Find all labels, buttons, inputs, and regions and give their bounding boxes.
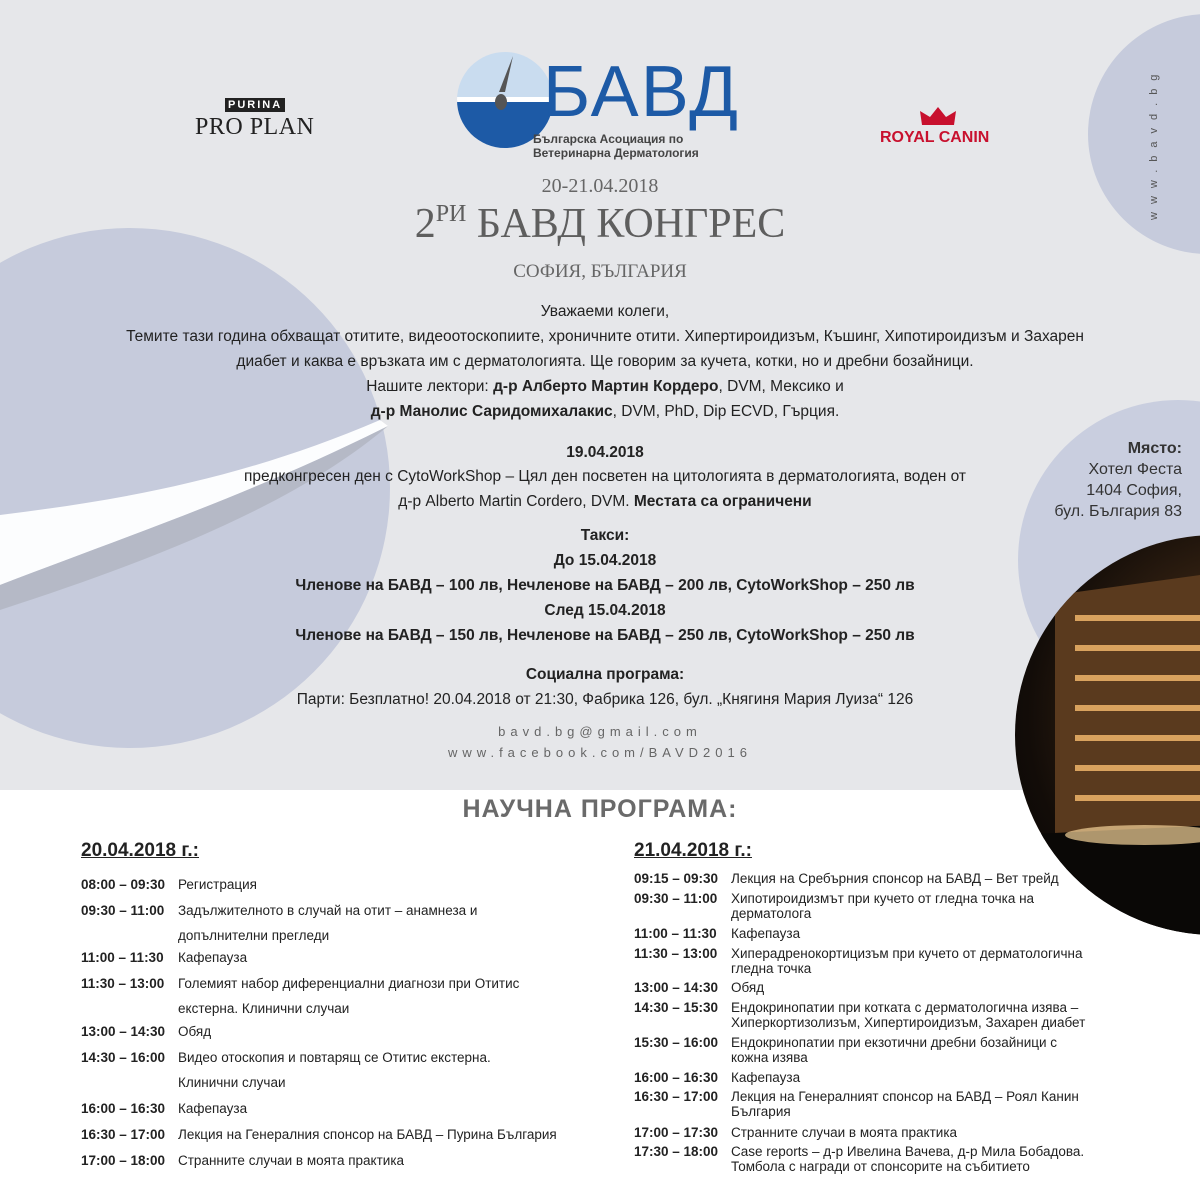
venue-label: Място:: [1127, 440, 1182, 457]
schedule-description: Ендокринопатии при котката с дерматологична изява – Хиперкортизолизъм, Хипертироидизъм, Захарен диабет: [731, 1000, 1086, 1030]
schedule-row: [634, 946, 1082, 976]
fees-period-1: До 15.04.2018: [553, 552, 657, 569]
schedule-time: 16:00 – 16:30: [81, 1101, 166, 1116]
crown-icon: [918, 105, 958, 127]
lecturers-line-2: д-р Манолис Саридомихалакис, DVM, PhD, Dip ECVD, Гърция.: [370, 403, 840, 420]
schedule-row: [81, 1101, 247, 1116]
bavd-subtitle: Българска Асоциация по Ветеринарна Дерматология: [533, 132, 699, 160]
schedule-row: [634, 1070, 800, 1085]
schedule-row: [81, 1050, 491, 1090]
schedule-description: Лекция на Сребърния спонсор на БАВД – Вет трейд: [731, 871, 1059, 886]
venue-hotel: Хотел Феста: [1088, 461, 1182, 478]
schedule-time: 14:30 – 15:30: [634, 1000, 719, 1015]
schedule-description: Задължителното в случай на отит – анамнеза и допълнителни прегледи: [178, 903, 478, 943]
schedule-row: [634, 1089, 1079, 1119]
social-text: Парти: Безплатно! 20.04.2018 от 21:30, Фабрика 126, бул. „Княгиня Мария Луиза“ 126: [296, 691, 914, 708]
intro-greeting: Уважаеми колеги,: [540, 303, 670, 320]
schedule-row: [81, 903, 477, 943]
schedule-time: 17:00 – 17:30: [634, 1125, 719, 1140]
contact-facebook[interactable]: www.facebook.com/BAVD2016: [448, 745, 752, 760]
bavd-wordmark: БАВД: [543, 52, 740, 132]
fees-period-2: След 15.04.2018: [544, 602, 666, 619]
schedule-description: Case reports – д-р Ивелина Вачева, д-р Мила Бобадова. Томбола с награди от спонсорите на събитието: [731, 1144, 1085, 1174]
royal-canin-logo: [880, 105, 1000, 150]
purina-label: PURINA: [225, 98, 285, 112]
schedule-row: [81, 950, 247, 965]
vertical-website-text: www.bavd.bg: [1148, 66, 1160, 220]
schedule-row: [634, 1035, 1057, 1065]
schedule-row: [634, 891, 1034, 921]
schedule-description: Регистрация: [178, 877, 257, 892]
program-title: НАУЧНА ПРОГРАМА:: [462, 795, 738, 823]
schedule-row: [634, 871, 1059, 886]
schedule-time: 11:00 – 11:30: [81, 950, 164, 965]
fees-prices-1: Членове на БАВД – 100 лв, Нечленове на БАВД – 200 лв, CytoWorkShop – 250 лв: [295, 577, 915, 594]
schedule-description: Кафепауза: [178, 1101, 248, 1116]
schedule-time: 13:00 – 14:30: [81, 1024, 166, 1039]
royal-canin-label: ROYAL CANIN: [880, 129, 990, 146]
intro-topics-line-1: Темите тази година обхващат отитите, видеоотоскопиите, хроничните отити. Хипертироидизъм, Къшинг, Хипотироидизъм и Захарен: [126, 328, 1084, 345]
schedule-row: [81, 1127, 557, 1142]
intro-topics-line-2: диабет и каква е връзката им с дерматологията. Ще говорим за кучета, котки, но и дребни бозайници.: [236, 353, 974, 370]
schedule-time: 08:00 – 09:30: [81, 877, 166, 892]
schedule-description: Хиперадренокортицизъм при кучето от дерматологична гледна точка: [731, 946, 1083, 976]
schedule-row: [81, 976, 519, 1016]
venue-street: бул. България 83: [1054, 503, 1182, 520]
social-heading: Социална програма:: [525, 666, 685, 683]
event-title: $2^{РИ}$ БАВД КОНГРЕС: [414, 201, 786, 247]
venue-city: 1404 София,: [1086, 482, 1182, 499]
schedule-row: [634, 980, 764, 995]
schedule-row: [81, 1153, 404, 1168]
schedule-description: Лекция на Генералният спонсор на БАВД – Роял Канин България: [731, 1089, 1079, 1119]
schedule-description: Големият набор диференциални диагнози при Отитис екстерна. Клинични случаи: [178, 976, 520, 1016]
schedule-time: 14:30 – 16:00: [81, 1050, 166, 1065]
schedule-time: 16:30 – 17:00: [81, 1127, 166, 1142]
bavd-logo: [455, 50, 755, 160]
schedule-description: Лекция на Генералния спонсор на БАВД – Пурина България: [178, 1127, 557, 1142]
schedule-description: Ендокринопатии при екзотични дребни бозайници с кожна изява: [731, 1035, 1058, 1065]
schedule-description: Странните случаи в моята практика: [178, 1153, 405, 1168]
schedule-time: 11:00 – 11:30: [634, 926, 717, 941]
schedule-time: 09:15 – 09:30: [634, 871, 719, 886]
schedule-description: Кафепауза: [731, 1070, 801, 1085]
schedule-row: [634, 1125, 957, 1140]
schedule-description: Видео отоскопия и повтарящ се Отитис екстерна. Клинични случаи: [178, 1050, 491, 1090]
fees-heading: Такси:: [580, 527, 630, 544]
purina-proplan-logo: [195, 98, 355, 143]
precongress-line-2: д-р Alberto Martin Cordero, DVM. Местата са ограничени: [398, 493, 812, 510]
schedule-description: Кафепауза: [731, 926, 801, 941]
schedule-description: Хипотироидизмът при кучето от гледна точка на дерматолога: [731, 891, 1035, 921]
schedule-time: 11:30 – 13:00: [81, 976, 165, 991]
schedule-row: [634, 1000, 1085, 1030]
lecturers-line-1: Нашите лектори: д-р Алберто Мартин Кордеро, DVM, Мексико и: [366, 378, 844, 395]
schedule-time: 11:30 – 13:00: [634, 946, 718, 961]
proplan-label: PRO PLAN: [195, 114, 315, 140]
schedule-description: Кафепауза: [178, 950, 248, 965]
day1-heading: 20.04.2018 г.:: [81, 840, 199, 861]
precongress-line-1: предконгресен ден с CytoWorkShop – Цял ден посветен на цитологията в дерматологията, воден от: [244, 468, 966, 485]
schedule-time: 13:00 – 14:30: [634, 980, 719, 995]
precongress-date: 19.04.2018: [566, 444, 644, 461]
day2-heading: 21.04.2018 г.:: [634, 840, 752, 861]
schedule-description: Обяд: [178, 1024, 212, 1039]
schedule-row: [634, 1144, 1084, 1174]
schedule-row: [81, 1024, 211, 1039]
event-location: СОФИЯ, БЪЛГАРИЯ: [513, 261, 687, 282]
schedule-description: Обяд: [731, 980, 765, 995]
schedule-row: [81, 877, 257, 892]
schedule-time: 17:30 – 18:00: [634, 1144, 719, 1159]
schedule-time: 16:00 – 16:30: [634, 1070, 719, 1085]
fees-prices-2: Членове на БАВД – 150 лв, Нечленове на БАВД – 250 лв, CytoWorkShop – 250 лв: [295, 627, 915, 644]
venue-block: [1020, 438, 1182, 522]
schedule-time: 16:30 – 17:00: [634, 1089, 719, 1104]
schedule-row: [634, 926, 800, 941]
schedule-description: Странните случаи в моята практика: [731, 1125, 958, 1140]
schedule-time: 15:30 – 16:00: [634, 1035, 719, 1050]
schedule-time: 09:30 – 11:00: [81, 903, 165, 918]
event-dates: 20-21.04.2018: [541, 175, 659, 197]
contact-email[interactable]: bavd.bg@gmail.com: [498, 724, 702, 739]
schedule-time: 09:30 – 11:00: [634, 891, 718, 906]
schedule-time: 17:00 – 18:00: [81, 1153, 166, 1168]
